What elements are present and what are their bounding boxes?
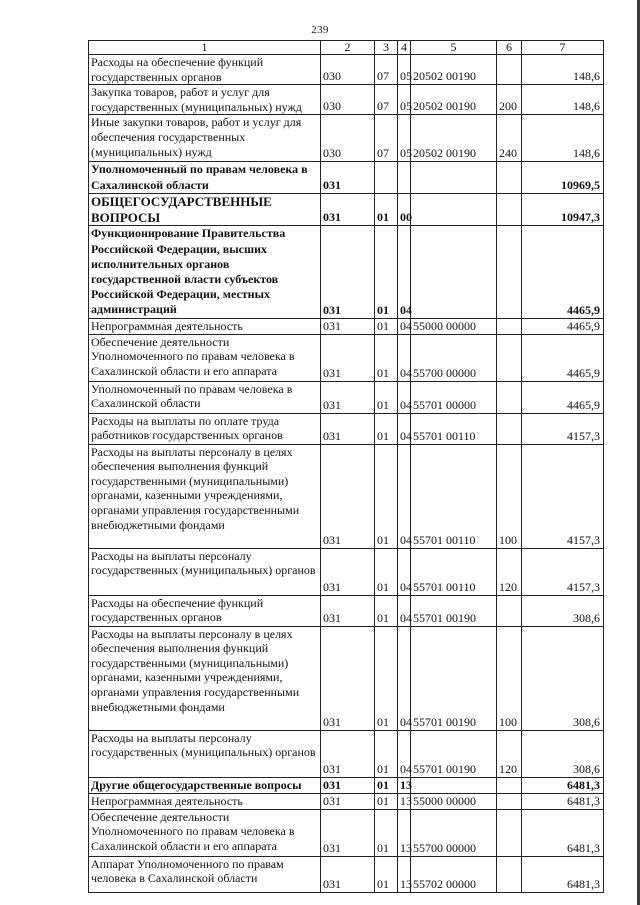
amount-cell: 308,6 [522, 595, 604, 626]
section-cell: 01 [375, 595, 398, 626]
section-cell: 01 [375, 777, 398, 793]
section-cell: 01 [375, 626, 398, 730]
section-cell: 01 [375, 381, 398, 413]
target-article-cell: 55701 00190 [411, 730, 497, 777]
amount-cell: 10947,3 [522, 194, 604, 226]
row-name-cell: Расходы на выплаты по оплате труда работников государственных органов [89, 413, 321, 444]
amount-cell: 4465,9 [522, 318, 604, 334]
table-row [89, 334, 604, 381]
target-article-cell: 55701 00190 [411, 595, 497, 626]
section-cell: 01 [375, 856, 398, 892]
table-row [89, 55, 604, 85]
column-header-row [89, 41, 604, 55]
section-cell: 07 [375, 85, 398, 115]
subsection-cell: 04 [398, 413, 411, 444]
row-name-cell: Расходы на выплаты персоналу в целях обеспечения выполнения функций государственными (муниципальными) органами, казенными учреждениями, органами управления государственными внебюджетными фондами [89, 444, 321, 548]
amount-cell: 6481,3 [522, 777, 604, 793]
subsection-cell: 04 [398, 318, 411, 334]
target-article-cell: 55701 00000 [411, 381, 497, 413]
row-name-cell: Расходы на обеспечение функций государственных органов [89, 595, 321, 626]
budget-table [88, 40, 604, 893]
table-row [89, 809, 604, 856]
expense-type-cell: 240 [497, 115, 522, 162]
section-cell: 01 [375, 413, 398, 444]
amount-cell: 6481,3 [522, 809, 604, 856]
expense-type-cell: 120 [497, 548, 522, 595]
ministry-code-cell: 030 [321, 85, 375, 115]
table-row [89, 730, 604, 777]
table-body [89, 41, 604, 893]
target-article-cell [411, 162, 497, 194]
ministry-code-cell: 031 [321, 444, 375, 548]
expense-type-cell: 100 [497, 444, 522, 548]
row-name-cell: Уполномоченный по правам человека в Сахалинской области [89, 162, 321, 194]
subsection-cell: 04 [398, 226, 411, 318]
subsection-cell: 05 [398, 115, 411, 162]
table-row [89, 413, 604, 444]
target-article-cell [411, 226, 497, 318]
ministry-code-cell: 031 [321, 809, 375, 856]
expense-type-cell [497, 381, 522, 413]
table-row [89, 381, 604, 413]
target-article-cell: 55701 00110 [411, 548, 497, 595]
subsection-cell: 04 [398, 548, 411, 595]
expense-type-cell: 100 [497, 626, 522, 730]
row-name-cell: Иные закупки товаров, работ и услуг для обеспечения государственных (муниципальных) нужд [89, 115, 321, 162]
column-header: 6 [497, 41, 522, 55]
expense-type-cell [497, 334, 522, 381]
table-row [89, 85, 604, 115]
table-row [89, 318, 604, 334]
section-cell: 01 [375, 444, 398, 548]
ministry-code-cell: 031 [321, 226, 375, 318]
row-name-cell: Расходы на обеспечение функций государственных органов [89, 55, 321, 85]
table-row [89, 777, 604, 793]
subsection-cell: 13 [398, 777, 411, 793]
column-header: 3 [375, 41, 398, 55]
target-article-cell: 55700 00000 [411, 334, 497, 381]
subsection-cell: 13 [398, 856, 411, 892]
section-cell: 07 [375, 115, 398, 162]
subsection-cell: 05 [398, 55, 411, 85]
section-cell: 01 [375, 226, 398, 318]
section-cell: 01 [375, 318, 398, 334]
column-header: 5 [411, 41, 497, 55]
target-article-cell: 55701 00110 [411, 413, 497, 444]
table-row [89, 856, 604, 892]
amount-cell: 308,6 [522, 730, 604, 777]
expense-type-cell [497, 413, 522, 444]
table-row [89, 115, 604, 162]
subsection-cell: 04 [398, 595, 411, 626]
table-row [89, 793, 604, 809]
amount-cell: 308,6 [522, 626, 604, 730]
row-name-cell: Закупка товаров, работ и услуг для государственных (муниципальных) нужд [89, 85, 321, 115]
target-article-cell: 55701 00110 [411, 444, 497, 548]
subsection-cell: 13 [398, 793, 411, 809]
target-article-cell: 20502 00190 [411, 55, 497, 85]
subsection-cell: 00 [398, 194, 411, 226]
table-row [89, 226, 604, 318]
expense-type-cell: 200 [497, 85, 522, 115]
row-name-cell: Непрограммная деятельность [89, 318, 321, 334]
target-article-cell: 55000 00000 [411, 318, 497, 334]
page-number: 239 [311, 24, 329, 36]
amount-cell: 6481,3 [522, 856, 604, 892]
expense-type-cell [497, 318, 522, 334]
expense-type-cell [497, 162, 522, 194]
row-name-cell: Аппарат Уполномоченного по правам человека в Сахалинской области [89, 856, 321, 892]
amount-cell: 10969,5 [522, 162, 604, 194]
subsection-cell: 04 [398, 626, 411, 730]
expense-type-cell [497, 777, 522, 793]
expense-type-cell [497, 595, 522, 626]
target-article-cell: 20502 00190 [411, 85, 497, 115]
subsection-cell: 04 [398, 334, 411, 381]
target-article-cell: 55702 00000 [411, 856, 497, 892]
ministry-code-cell: 031 [321, 730, 375, 777]
amount-cell: 4157,3 [522, 548, 604, 595]
column-header: 4 [398, 41, 411, 55]
row-name-cell: ОБЩЕГОСУДАРСТВЕННЫЕ ВОПРОСЫ [89, 194, 321, 226]
row-name-cell: Непрограммная деятельность [89, 793, 321, 809]
expense-type-cell [497, 856, 522, 892]
subsection-cell: 04 [398, 730, 411, 777]
table-row [89, 595, 604, 626]
ministry-code-cell: 031 [321, 777, 375, 793]
target-article-cell: 55701 00190 [411, 626, 497, 730]
target-article-cell [411, 194, 497, 226]
amount-cell: 4465,9 [522, 226, 604, 318]
table-row [89, 548, 604, 595]
table-row [89, 162, 604, 194]
section-cell: 01 [375, 548, 398, 595]
ministry-code-cell: 031 [321, 793, 375, 809]
amount-cell: 148,6 [522, 55, 604, 85]
expense-type-cell [497, 55, 522, 85]
column-header: 1 [89, 41, 321, 55]
row-name-cell: Уполномоченный по правам человека в Сахалинской области [89, 381, 321, 413]
ministry-code-cell: 031 [321, 334, 375, 381]
subsection-cell [398, 162, 411, 194]
section-cell: 01 [375, 730, 398, 777]
expense-type-cell: 120 [497, 730, 522, 777]
table-row [89, 626, 604, 730]
target-article-cell: 20502 00190 [411, 115, 497, 162]
target-article-cell [411, 777, 497, 793]
ministry-code-cell: 031 [321, 856, 375, 892]
amount-cell: 4157,3 [522, 444, 604, 548]
ministry-code-cell: 031 [321, 381, 375, 413]
section-cell [375, 162, 398, 194]
section-cell: 01 [375, 809, 398, 856]
ministry-code-cell: 031 [321, 548, 375, 595]
amount-cell: 4157,3 [522, 413, 604, 444]
section-cell: 07 [375, 55, 398, 85]
row-name-cell: Расходы на выплаты персоналу в целях обеспечения выполнения функций государственными (муниципальными) органами, казенными учреждениями, органами управления государственными внебюджетными фондами [89, 626, 321, 730]
section-cell: 01 [375, 793, 398, 809]
row-name-cell: Функционирование Правительства Российской Федерации, высших исполнительных органов государственной власти субъектов Российской Федерации, местных администраций [89, 226, 321, 318]
expense-type-cell [497, 809, 522, 856]
subsection-cell: 05 [398, 85, 411, 115]
amount-cell: 148,6 [522, 85, 604, 115]
ministry-code-cell: 031 [321, 318, 375, 334]
table-row [89, 194, 604, 226]
subsection-cell: 04 [398, 444, 411, 548]
row-name-cell: Обеспечение деятельности Уполномоченного по правам человека в Сахалинской области и его аппарата [89, 809, 321, 856]
ministry-code-cell: 031 [321, 595, 375, 626]
table-row [89, 444, 604, 548]
ministry-code-cell: 030 [321, 115, 375, 162]
row-name-cell: Расходы на выплаты персоналу государственных (муниципальных) органов [89, 548, 321, 595]
amount-cell: 4465,9 [522, 381, 604, 413]
expense-type-cell [497, 226, 522, 318]
column-header: 2 [321, 41, 375, 55]
row-name-cell: Расходы на выплаты персоналу государственных (муниципальных) органов [89, 730, 321, 777]
ministry-code-cell: 031 [321, 194, 375, 226]
section-cell: 01 [375, 194, 398, 226]
target-article-cell: 55000 00000 [411, 793, 497, 809]
row-name-cell: Обеспечение деятельности Уполномоченного по правам человека в Сахалинской области и его аппарата [89, 334, 321, 381]
expense-type-cell [497, 194, 522, 226]
ministry-code-cell: 031 [321, 626, 375, 730]
ministry-code-cell: 031 [321, 413, 375, 444]
target-article-cell: 55700 00000 [411, 809, 497, 856]
amount-cell: 4465,9 [522, 334, 604, 381]
section-cell: 01 [375, 334, 398, 381]
subsection-cell: 04 [398, 381, 411, 413]
column-header: 7 [522, 41, 604, 55]
amount-cell: 6481,3 [522, 793, 604, 809]
ministry-code-cell: 030 [321, 55, 375, 85]
amount-cell: 148,6 [522, 115, 604, 162]
subsection-cell: 13 [398, 809, 411, 856]
row-name-cell: Другие общегосударственные вопросы [89, 777, 321, 793]
expense-type-cell [497, 793, 522, 809]
ministry-code-cell: 031 [321, 162, 375, 194]
